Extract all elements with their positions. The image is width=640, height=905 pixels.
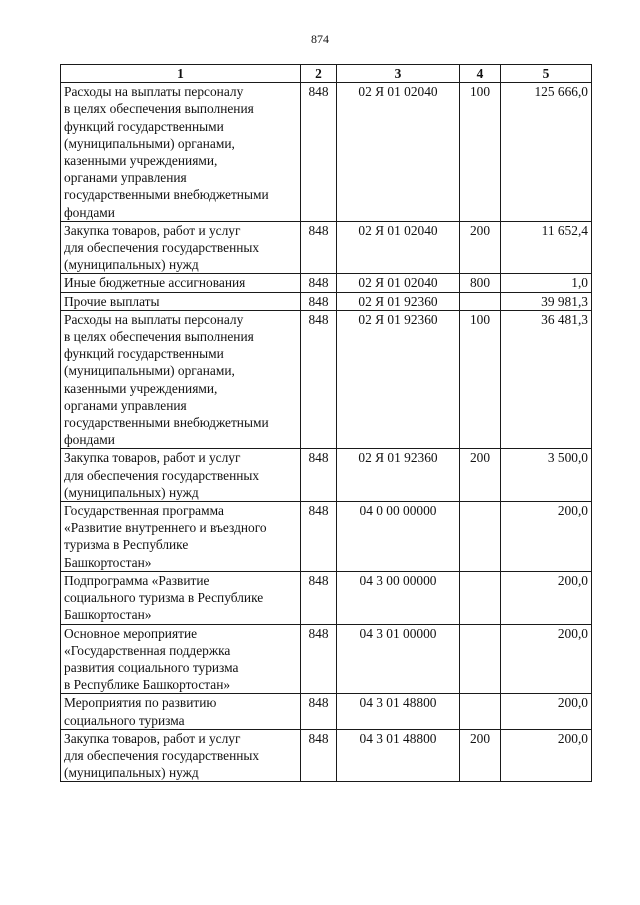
column-header: 4 — [460, 65, 501, 83]
target-article-cell: 02 Я 01 92360 — [337, 449, 460, 502]
target-article-cell: 04 3 00 00000 — [337, 571, 460, 624]
amount-cell: 200,0 — [501, 694, 592, 729]
table-row — [61, 449, 592, 502]
table-row — [61, 571, 592, 624]
admin-code-cell: 848 — [301, 624, 337, 694]
column-header: 1 — [61, 65, 301, 83]
amount-cell: 200,0 — [501, 571, 592, 624]
expense-type-cell — [460, 292, 501, 310]
expense-type-cell — [460, 624, 501, 694]
expense-name-cell: Прочие выплаты — [61, 292, 301, 310]
expense-type-cell: 200 — [460, 729, 501, 782]
column-header: 2 — [301, 65, 337, 83]
admin-code-cell: 848 — [301, 292, 337, 310]
admin-code-cell: 848 — [301, 310, 337, 449]
target-article-cell: 04 3 01 00000 — [337, 624, 460, 694]
table-row — [61, 502, 592, 572]
expense-name-cell: Расходы на выплаты персоналу в целях обеспечения выполнения функций государственными (муниципальными) органами, казенными учреждениями, органами управления государственными внебюджетными фондами — [61, 83, 301, 222]
expense-name-cell: Государственная программа «Развитие внутреннего и въездного туризма в Республике Башкортостан» — [61, 502, 301, 572]
admin-code-cell: 848 — [301, 571, 337, 624]
expense-name-cell: Основное мероприятие «Государственная поддержка развития социального туризма в Республике Башкортостан» — [61, 624, 301, 694]
expense-name-cell: Мероприятия по развитию социального туризма — [61, 694, 301, 729]
amount-cell: 36 481,3 — [501, 310, 592, 449]
expense-type-cell: 200 — [460, 449, 501, 502]
admin-code-cell: 848 — [301, 729, 337, 782]
amount-cell: 11 652,4 — [501, 221, 592, 274]
expense-type-cell: 100 — [460, 310, 501, 449]
table-row — [61, 694, 592, 729]
table-row — [61, 624, 592, 694]
column-header: 5 — [501, 65, 592, 83]
expense-type-cell — [460, 502, 501, 572]
target-article-cell: 02 Я 01 02040 — [337, 274, 460, 292]
expense-name-cell: Расходы на выплаты персоналу в целях обеспечения выполнения функций государственными (муниципальными) органами, казенными учреждениями, органами управления государственными внебюджетными фондами — [61, 310, 301, 449]
admin-code-cell: 848 — [301, 221, 337, 274]
budget-table — [60, 64, 592, 782]
admin-code-cell: 848 — [301, 274, 337, 292]
admin-code-cell: 848 — [301, 694, 337, 729]
amount-cell: 200,0 — [501, 729, 592, 782]
admin-code-cell: 848 — [301, 449, 337, 502]
table-header-row — [61, 65, 592, 83]
expense-type-cell: 200 — [460, 221, 501, 274]
expense-name-cell: Иные бюджетные ассигнования — [61, 274, 301, 292]
target-article-cell: 02 Я 01 02040 — [337, 221, 460, 274]
table-row — [61, 729, 592, 782]
table-row — [61, 221, 592, 274]
column-header: 3 — [337, 65, 460, 83]
admin-code-cell: 848 — [301, 502, 337, 572]
expense-type-cell — [460, 694, 501, 729]
table-row — [61, 310, 592, 449]
amount-cell: 3 500,0 — [501, 449, 592, 502]
admin-code-cell: 848 — [301, 83, 337, 222]
amount-cell: 200,0 — [501, 502, 592, 572]
table-row — [61, 274, 592, 292]
expense-type-cell: 800 — [460, 274, 501, 292]
expense-name-cell: Подпрограмма «Развитие социального туризма в Республике Башкортостан» — [61, 571, 301, 624]
amount-cell: 200,0 — [501, 624, 592, 694]
table-row — [61, 292, 592, 310]
page-number: 874 — [311, 32, 329, 46]
expense-name-cell: Закупка товаров, работ и услуг для обеспечения государственных (муниципальных) нужд — [61, 221, 301, 274]
target-article-cell: 02 Я 01 92360 — [337, 292, 460, 310]
target-article-cell: 02 Я 01 02040 — [337, 83, 460, 222]
expense-type-cell: 100 — [460, 83, 501, 222]
expense-type-cell — [460, 571, 501, 624]
expense-name-cell: Закупка товаров, работ и услуг для обеспечения государственных (муниципальных) нужд — [61, 449, 301, 502]
amount-cell: 39 981,3 — [501, 292, 592, 310]
amount-cell: 1,0 — [501, 274, 592, 292]
target-article-cell: 04 3 01 48800 — [337, 694, 460, 729]
expense-name-cell: Закупка товаров, работ и услуг для обеспечения государственных (муниципальных) нужд — [61, 729, 301, 782]
target-article-cell: 04 3 01 48800 — [337, 729, 460, 782]
target-article-cell: 02 Я 01 92360 — [337, 310, 460, 449]
table-row — [61, 83, 592, 222]
target-article-cell: 04 0 00 00000 — [337, 502, 460, 572]
amount-cell: 125 666,0 — [501, 83, 592, 222]
